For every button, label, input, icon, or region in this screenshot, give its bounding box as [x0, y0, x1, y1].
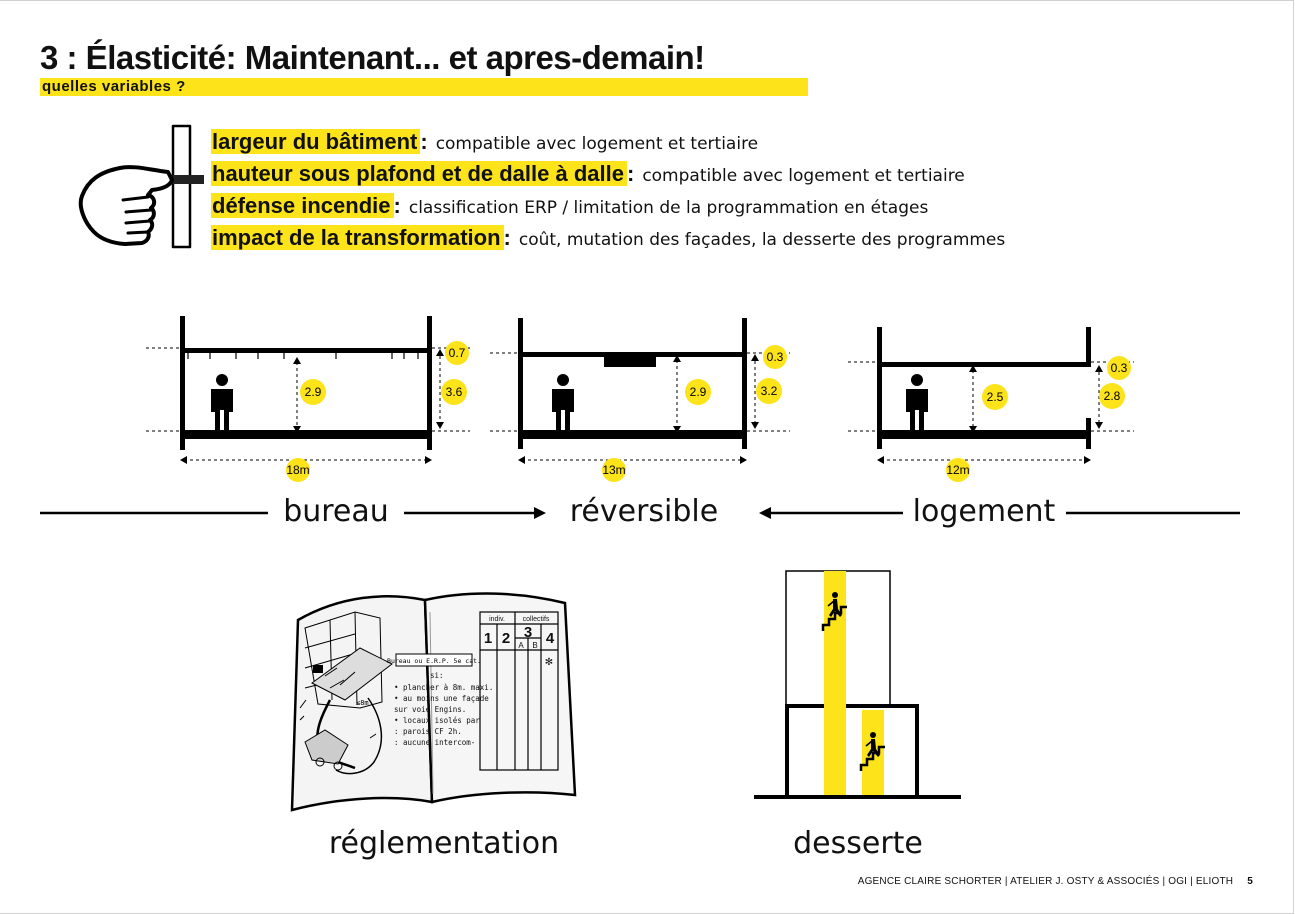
book-rule: sur voie Engins. — [394, 705, 467, 714]
book-rule: • plancher à 8m. maxi. — [394, 683, 494, 692]
pointing-hand-icon — [81, 126, 204, 247]
scale-label-reversible: réversible — [569, 494, 719, 529]
regulation-book-illustration — [292, 594, 575, 810]
dim-ceiling-bureau: 2.9 — [304, 385, 322, 399]
label-reglementation: réglementation — [328, 826, 560, 861]
dim-ceiling-reversible: 2.9 — [689, 385, 707, 399]
book-subcol: B — [532, 641, 538, 650]
book-col: 3 — [523, 624, 533, 641]
desserte-diagram — [754, 571, 961, 797]
book-subcol: A — [518, 641, 524, 650]
variable-key: hauteur sous plafond et de dalle à dalle — [211, 161, 627, 186]
person-icon — [552, 374, 574, 430]
label-desserte: desserte — [793, 826, 923, 861]
dim-ceiling-logement: 2.5 — [986, 390, 1004, 404]
book-rule: : parois CF 2h. — [394, 727, 462, 736]
dim-floor-logement: 2.8 — [1103, 389, 1121, 403]
scale-label-bureau: bureau — [283, 494, 389, 529]
book-col-group: collectifs — [522, 616, 550, 623]
variable-key: impact de la transformation — [211, 225, 504, 250]
book-col: 2 — [501, 630, 511, 647]
program-scale — [40, 494, 1240, 529]
book-rule: : aucune intercom- — [394, 738, 476, 747]
scale-label-logement: logement — [912, 494, 1056, 529]
variable-desc: classification ERP / limitation de la programmation en étages — [408, 198, 929, 218]
variable-key: largeur du bâtiment — [211, 129, 420, 154]
person-icon — [906, 374, 928, 430]
dim-slab-logement: 0.3 — [1110, 361, 1128, 375]
dim-width-reversible: 13m — [602, 463, 626, 477]
book-col-group: indiv. — [489, 616, 505, 623]
dim-width-logement: 12m — [946, 463, 970, 477]
variable-desc: compatible avec logement et tertiaire — [435, 134, 759, 154]
dim-floor-reversible: 3.2 — [760, 384, 778, 398]
book-col: 4 — [545, 630, 555, 647]
book-rule: si: — [430, 671, 444, 680]
section-reversible — [490, 318, 790, 464]
variable-key: défense incendie — [211, 193, 394, 218]
variable-item: largeur du bâtiment : compatible avec logement et tertiaire — [212, 129, 759, 154]
footer-credits: AGENCE CLAIRE SCHORTER | ATELIER J. OSTY & ASSOCIÉS | OGI | ELIOTH — [857, 876, 1234, 887]
variable-item: impact de la transformation : coût, mutation des façades, la desserte des programmes — [212, 225, 1006, 250]
snowflake-icon: ✻ — [544, 657, 554, 668]
dim-floor-bureau: 3.6 — [445, 385, 463, 399]
dim-slab-reversible: 0.3 — [766, 350, 784, 364]
variable-item: défense incendie : classification ERP / limitation de la programmation en étages — [212, 193, 929, 218]
book-rule: • au moins une façade — [394, 694, 489, 703]
page-title: 3 : Élasticité: Maintenant... et apres-demain! — [40, 39, 705, 76]
footer — [858, 876, 1253, 887]
page-subtitle: quelles variables ? — [42, 78, 186, 95]
variable-desc: compatible avec logement et tertiaire — [642, 166, 965, 186]
variable-desc: coût, mutation des façades, la desserte des programmes — [518, 230, 1006, 250]
variable-item: hauteur sous plafond et de dalle à dalle : compatible avec logement et tertiaire — [212, 161, 965, 186]
book-col: 1 — [483, 630, 493, 647]
book-rule: • locaux isolés par — [394, 716, 480, 725]
person-icon — [211, 374, 233, 430]
dim-width-bureau: 18m — [286, 463, 310, 477]
book-sign: Bureau ou E.R.P. 5e cat. — [387, 657, 481, 665]
book-dim: ≤8m — [356, 699, 369, 707]
page-number: 5 — [1247, 876, 1253, 887]
dim-slab-bureau: 0.7 — [448, 346, 466, 360]
